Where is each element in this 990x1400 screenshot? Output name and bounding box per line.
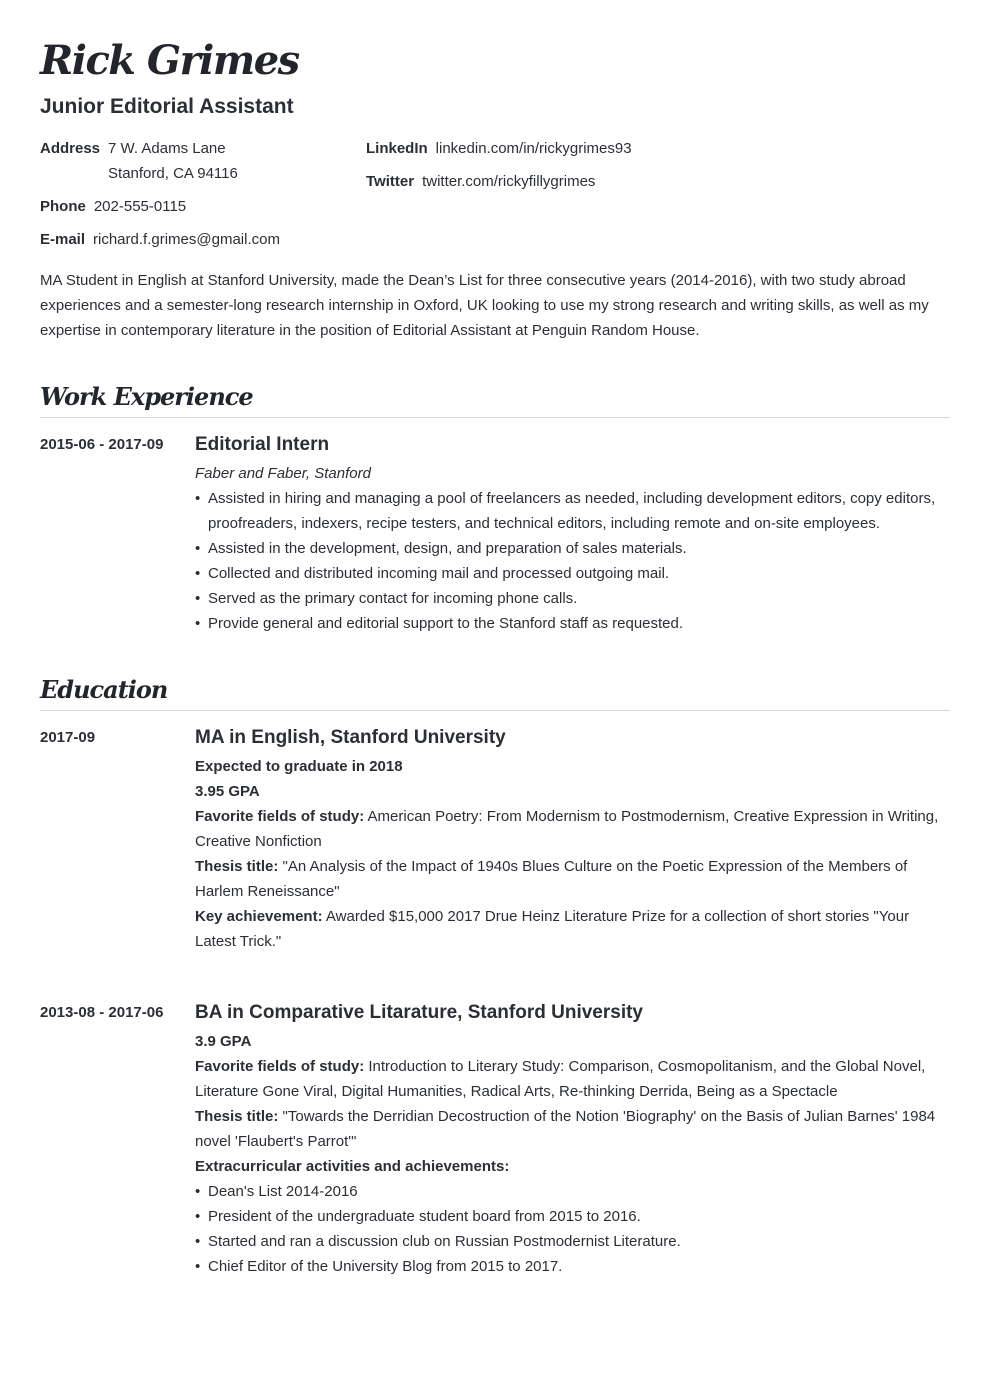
twitter-value[interactable]: twitter.com/rickyfillygrimes	[422, 173, 596, 190]
thesis-value: "An Analysis of the Impact of 1940s Blues Culture on the Poetic Expression of the Members of Harlem Reneissance"	[195, 858, 908, 900]
work-entry-bullets	[195, 486, 950, 636]
expected-graduation: Expected to graduate in 2018	[195, 758, 403, 775]
gpa: 3.9 GPA	[195, 1033, 252, 1050]
work-entry-body	[195, 432, 950, 636]
twitter-label: Twitter	[366, 173, 415, 190]
list-item: • Served as the primary contact for incoming phone calls.	[195, 586, 950, 611]
address-value	[108, 136, 238, 186]
list-item: • Collected and distributed incoming mail and processed outgoing mail.	[195, 561, 950, 586]
education-entry-body	[195, 1000, 950, 1279]
thesis-label: Thesis title:	[195, 858, 279, 875]
address-line-1: 7 W. Adams Lane	[108, 140, 226, 157]
twitter-row	[366, 169, 866, 194]
email-value[interactable]: richard.f.grimes@gmail.com	[93, 231, 280, 248]
fields-of-study	[195, 1054, 950, 1104]
profile-summary: MA Student in English at Stanford University, made the Dean’s List for three consecutive years (2014-2016), with two study abroad experiences and a semester-long research internship in Oxford, UK looking to use my strong research and writing skills, as well as my expertise in contemporary literature in the position of Editorial Assistant at Penguin Random House.	[40, 272, 929, 339]
address-row	[40, 136, 360, 186]
work-entry	[40, 432, 950, 636]
work-entry-date: 2015-06 - 2017-09	[40, 436, 164, 453]
list-item: • Assisted in hiring and managing a pool of freelancers as needed, including development editors, copy editors, proofreaders, indexers, recipe testers, and technical editors, including remote and on-site employees.	[195, 486, 950, 536]
key-achievement	[195, 904, 950, 954]
email-label: E-mail	[40, 231, 86, 248]
education-entry-body	[195, 725, 950, 954]
education-section	[40, 674, 950, 1279]
phone-value[interactable]: 202-555-0115	[93, 198, 187, 215]
achievement-value: Awarded $15,000 2017 Drue Heinz Literature Prize for a collection of short stories "Your Latest Trick."	[195, 908, 910, 950]
email-row	[40, 227, 360, 252]
phone-label: Phone	[40, 198, 86, 215]
job-title: Junior Editorial Assistant	[40, 95, 294, 118]
linkedin-label: LinkedIn	[366, 140, 428, 157]
education-entry-title: BA in Comparative Litarature, Stanford University	[195, 1002, 644, 1023]
thesis	[195, 1104, 950, 1154]
address-label: Address	[40, 140, 101, 157]
phone-row	[40, 194, 360, 219]
section-title-work: Work Experience	[40, 381, 950, 418]
resume-page	[40, 36, 950, 1279]
education-entry-ba	[40, 1000, 950, 1279]
gpa: 3.95 GPA	[195, 783, 260, 800]
list-item: • Assisted in the development, design, and preparation of sales materials.	[195, 536, 950, 561]
list-item: • Dean's List 2014-2016	[195, 1179, 950, 1204]
work-entry-company: Faber and Faber, Stanford	[195, 465, 371, 482]
fields-label: Favorite fields of study:	[195, 1058, 365, 1075]
list-item: • Chief Editor of the University Blog from 2015 to 2017.	[195, 1254, 950, 1279]
list-item: • Started and ran a discussion club on Russian Postmodernist Literature.	[195, 1229, 950, 1254]
candidate-name: Rick Grimes	[40, 37, 299, 84]
list-item: • Provide general and editorial support to the Stanford staff as requested.	[195, 611, 950, 636]
contact-block	[40, 136, 950, 276]
thesis-value: "Towards the Derridian Decostruction of the Notion 'Biography' on the Basis of Julian Barnes' 1984 novel 'Flaubert's Parrot'"	[195, 1108, 936, 1150]
education-entry-date: 2017-09	[40, 729, 96, 746]
education-entry-ma	[40, 725, 950, 954]
fields-value: American Poetry: From Modernism to Postmodernism, Creative Expression in Writing, Creative Nonfiction	[195, 808, 939, 850]
extracurricular-label: Extracurricular activities and achievements:	[195, 1158, 510, 1175]
contact-column-left	[40, 136, 360, 260]
extracurricular-list	[195, 1179, 950, 1279]
section-title-education: Education	[40, 674, 950, 711]
education-entry-title: MA in English, Stanford University	[195, 727, 506, 748]
address-line-2: Stanford, CA 94116	[108, 165, 238, 182]
linkedin-value[interactable]: linkedin.com/in/rickygrimes93	[435, 140, 632, 157]
contact-column-right	[366, 136, 866, 202]
fields-label: Favorite fields of study:	[195, 808, 365, 825]
fields-value: Introduction to Literary Study: Comparison, Cosmopolitanism, and the Global Novel, Literature Gone Viral, Digital Humanities, Radical Arts, Re-thinking Derrida, Being as a Spectacle	[195, 1058, 926, 1100]
list-item: • President of the undergraduate student board from 2015 to 2016.	[195, 1204, 950, 1229]
work-entry-title: Editorial Intern	[195, 434, 330, 455]
thesis	[195, 854, 950, 904]
fields-of-study	[195, 804, 950, 854]
achievement-label: Key achievement:	[195, 908, 323, 925]
work-experience-section	[40, 381, 950, 636]
linkedin-row	[366, 136, 866, 161]
education-entry-date: 2013-08 - 2017-06	[40, 1004, 164, 1021]
thesis-label: Thesis title:	[195, 1108, 279, 1125]
